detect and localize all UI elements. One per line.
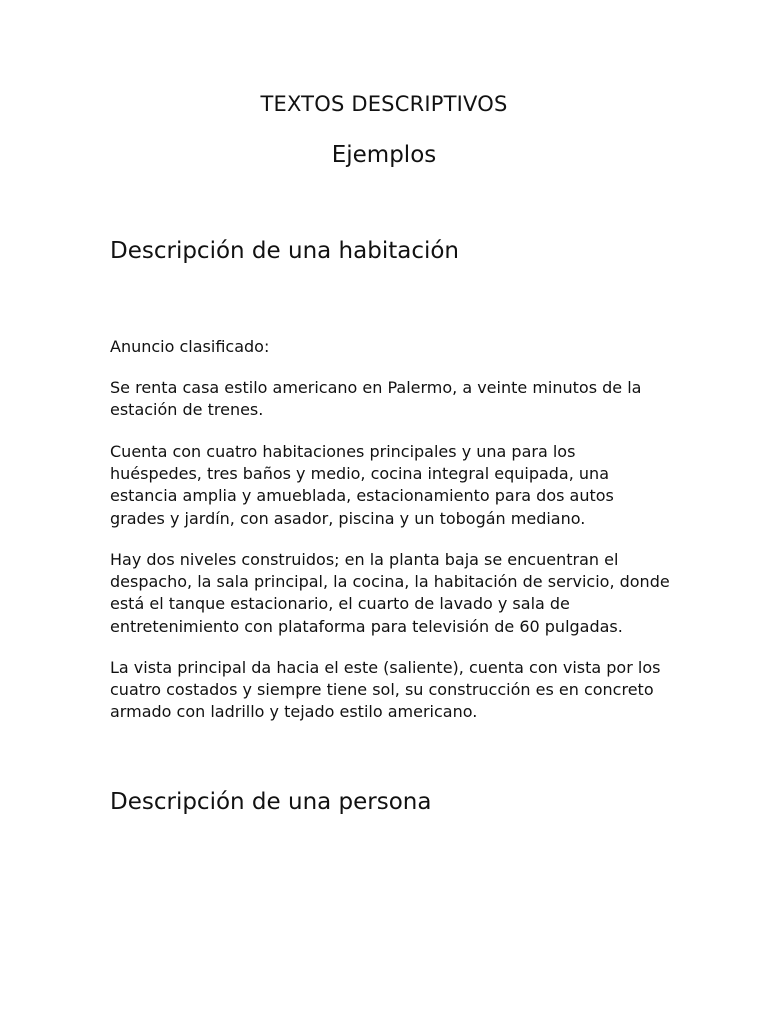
paragraph-niveles: Hay dos niveles construidos; en la planta baja se encuentran el despacho, la sala principal, la cocina, la habitación de servicio, donde está el tanque estacionario, el cuarto de lavado y sala de entretenimiento con plataforma para televisión de 60 pulgadas. [110,550,670,636]
paragraph-anuncio: Anuncio clasificado: [110,337,270,356]
section-heading-habitacion: Descripción de una habitación [110,238,460,264]
section-heading-persona: Descripción de una persona [110,789,432,815]
paragraph-vista: La vista principal da hacia el este (saliente), cuenta con vista por los cuatro costados y siempre tiene sol, su construcción es en concreto armado con ladrillo y tejado estilo americano. [110,658,661,722]
paragraph-habitaciones: Cuenta con cuatro habitaciones principales y una para los huéspedes, tres baños y medio, cocina integral equipada, una estancia amplia y amueblada, estacionamiento para dos autos grades y jardín, con asador, piscina y un tobogán mediano. [110,442,614,528]
document-subtitle: Ejemplos [331,142,437,168]
paragraph-renta: Se renta casa estilo americano en Palermo, a veinte minutos de la estación de trenes. [110,378,642,420]
document-title: TEXTOS DESCRIPTIVOS [260,92,508,116]
